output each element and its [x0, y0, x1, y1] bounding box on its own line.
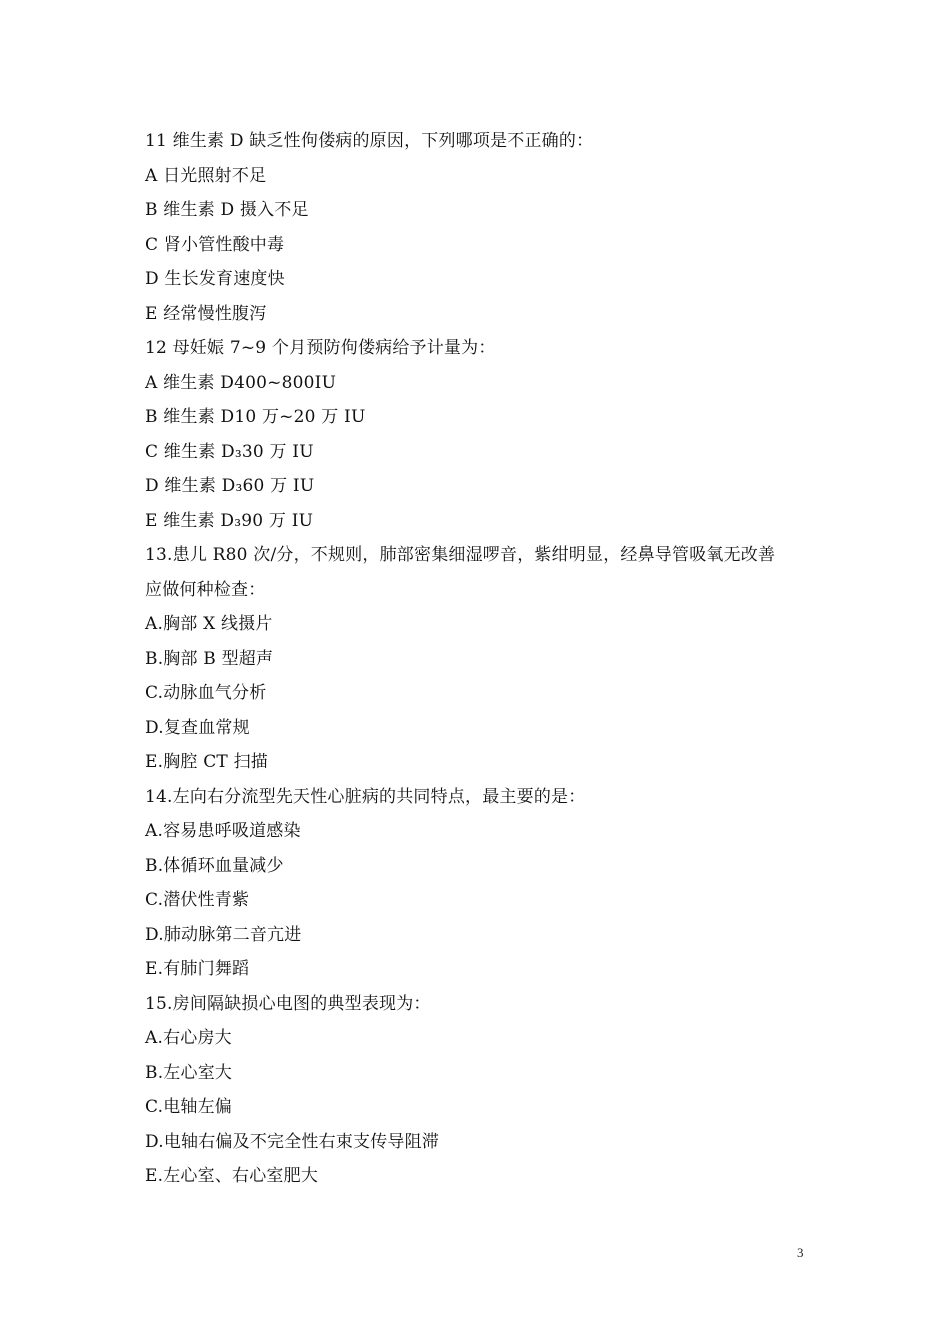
question-13-option-e: E.胸腔 CT 扫描 [145, 752, 268, 772]
question-11-option-b: B 维生素 D 摄入不足 [145, 200, 309, 220]
question-14-option-d: D.肺动脉第二音亢进 [145, 924, 302, 945]
question-14-option-e: E.有肺门舞蹈 [145, 959, 250, 979]
question-13-option-c: C.动脉血气分析 [145, 683, 267, 703]
question-11-option-c: C 肾小管性酸中毒 [145, 234, 285, 255]
question-14-option-b: B.体循环血量减少 [145, 855, 284, 876]
question-11-option-e: E 经常慢性腹泻 [145, 303, 267, 324]
question-15-option-d: D.电轴右偏及不完全性右束支传导阻滞 [145, 1131, 440, 1152]
question-text-block [145, 124, 825, 1194]
question-13-option-d: D.复查血常规 [145, 717, 250, 738]
page-number: 3 [797, 1245, 804, 1260]
question-13-stem-continued: 应做何种检查： [145, 579, 266, 600]
question-12-option-e: E 维生素 D₃90 万 IU [145, 510, 314, 531]
question-12-option-b: B 维生素 D10 万~20 万 IU [145, 407, 366, 427]
question-11-option-a: A 日光照射不足 [145, 165, 267, 186]
question-12-option-c: C 维生素 D₃30 万 IU [145, 441, 314, 462]
question-14-option-c: C.潜伏性青紫 [145, 890, 250, 910]
question-14-stem: 14.左向右分流型先天性心脏病的共同特点，最主要的是： [145, 786, 586, 807]
question-12-option-d: D 维生素 D₃60 万 IU [145, 476, 315, 496]
question-12-option-a: A 维生素 D400~800IU [145, 372, 337, 393]
question-11-option-d: D 生长发育速度快 [145, 269, 285, 289]
question-13-option-b: B.胸部 B 型超声 [145, 648, 274, 669]
question-15-option-a: A.右心房大 [145, 1028, 232, 1048]
question-13-stem: 13.患儿 R80 次/分，不规则，肺部密集细湿啰音，紫绀明显，经鼻导管吸氧无改善 [145, 545, 776, 565]
question-15-option-c: C.电轴左偏 [145, 1097, 233, 1117]
question-14-option-a: A.容易患呼吸道感染 [145, 821, 301, 841]
question-11-stem: 11 维生素 D 缺乏性佝偻病的原因，下列哪项是不正确的： [145, 131, 594, 151]
question-13-option-a: A.胸部 X 线摄片 [145, 614, 273, 634]
question-12-stem: 12 母妊娠 7~9 个月预防佝偻病给予计量为： [145, 338, 496, 358]
question-15-option-b: B.左心室大 [145, 1062, 233, 1083]
question-15-stem: 15.房间隔缺损心电图的典型表现为： [145, 993, 431, 1014]
question-15-option-e: E.左心室、右心室肥大 [145, 1166, 319, 1186]
